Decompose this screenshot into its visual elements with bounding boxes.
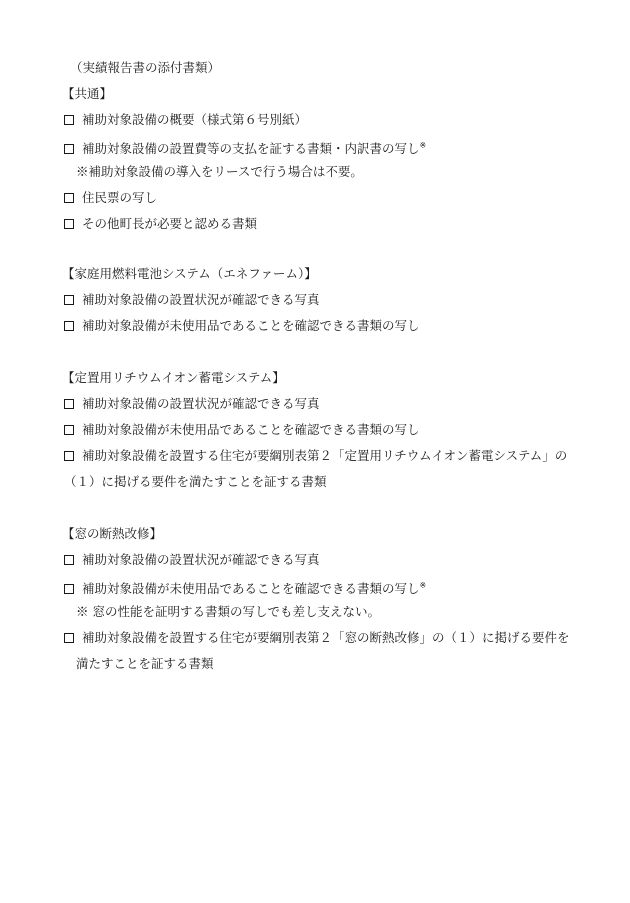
checkbox-icon bbox=[64, 193, 74, 203]
item-text: その他町長が必要と認める書類 bbox=[82, 216, 258, 231]
checkbox-icon bbox=[64, 219, 74, 229]
item-text: 補助対象設備の設置状況が確認できる写真 bbox=[82, 396, 320, 411]
item-text: 補助対象設備を設置する住宅が要綱別表第２「窓の断熱改修」の（１）に掲げる要件を bbox=[82, 630, 570, 645]
item-continuation: （１）に掲げる要件を満たすことを証する書類 bbox=[64, 474, 327, 489]
checkbox-icon bbox=[64, 321, 74, 331]
checklist-item bbox=[64, 630, 570, 646]
section-heading-battery: 【定置用リチウムイオン蓄電システム】 bbox=[62, 370, 285, 385]
item-text: 補助対象設備が未使用品であることを確認できる書類の写し bbox=[82, 581, 420, 596]
document-title: （実績報告書の添付書類） bbox=[70, 60, 221, 75]
note-text: ※補助対象設備の導入をリースで行う場合は不要。 bbox=[76, 164, 363, 179]
checkbox-icon bbox=[64, 584, 74, 594]
checklist-item bbox=[64, 138, 426, 154]
checkbox-icon bbox=[64, 295, 74, 305]
item-text: 補助対象設備が未使用品であることを確認できる書類の写し bbox=[82, 318, 420, 333]
section-heading-common: 【共通】 bbox=[62, 86, 113, 101]
section-heading-enefarm: 【家庭用燃料電池システム（エネファーム）】 bbox=[62, 266, 317, 281]
checklist-item bbox=[64, 292, 320, 308]
note-text: ※ 窓の性能を証明する書類の写しでも差し支えない。 bbox=[76, 604, 380, 619]
checklist-item bbox=[64, 396, 320, 412]
checkbox-icon bbox=[64, 144, 74, 154]
checklist-item bbox=[64, 422, 420, 438]
checklist-item bbox=[64, 552, 320, 568]
item-text: 補助対象設備を設置する住宅が要綱別表第２「定置用リチウムイオン蓄電システム」の bbox=[82, 448, 568, 463]
item-text: 住民票の写し bbox=[82, 190, 158, 205]
checklist-item bbox=[64, 318, 420, 334]
section-heading-window: 【窓の断熱改修】 bbox=[62, 526, 163, 541]
item-text: 補助対象設備の概要（様式第６号別紙） bbox=[82, 112, 308, 127]
checklist-item bbox=[64, 448, 567, 464]
checklist-item bbox=[64, 578, 426, 594]
checklist-item bbox=[64, 112, 307, 128]
checkbox-icon bbox=[64, 633, 74, 643]
item-text: 補助対象設備が未使用品であることを確認できる書類の写し bbox=[82, 422, 420, 437]
item-continuation: 満たすことを証する書類 bbox=[76, 656, 214, 671]
note-mark: ※ bbox=[419, 141, 427, 150]
checkbox-icon bbox=[64, 399, 74, 409]
checklist-item bbox=[64, 216, 257, 232]
checkbox-icon bbox=[64, 555, 74, 565]
checklist-item bbox=[64, 190, 157, 206]
item-text: 補助対象設備の設置費等の支払を証する書類・内訳書の写し bbox=[82, 141, 420, 156]
checkbox-icon bbox=[64, 115, 74, 125]
checkbox-icon bbox=[64, 425, 74, 435]
item-text: 補助対象設備の設置状況が確認できる写真 bbox=[82, 292, 320, 307]
note-mark: ※ bbox=[419, 581, 427, 590]
item-text: 補助対象設備の設置状況が確認できる写真 bbox=[82, 552, 320, 567]
checkbox-icon bbox=[64, 451, 74, 461]
